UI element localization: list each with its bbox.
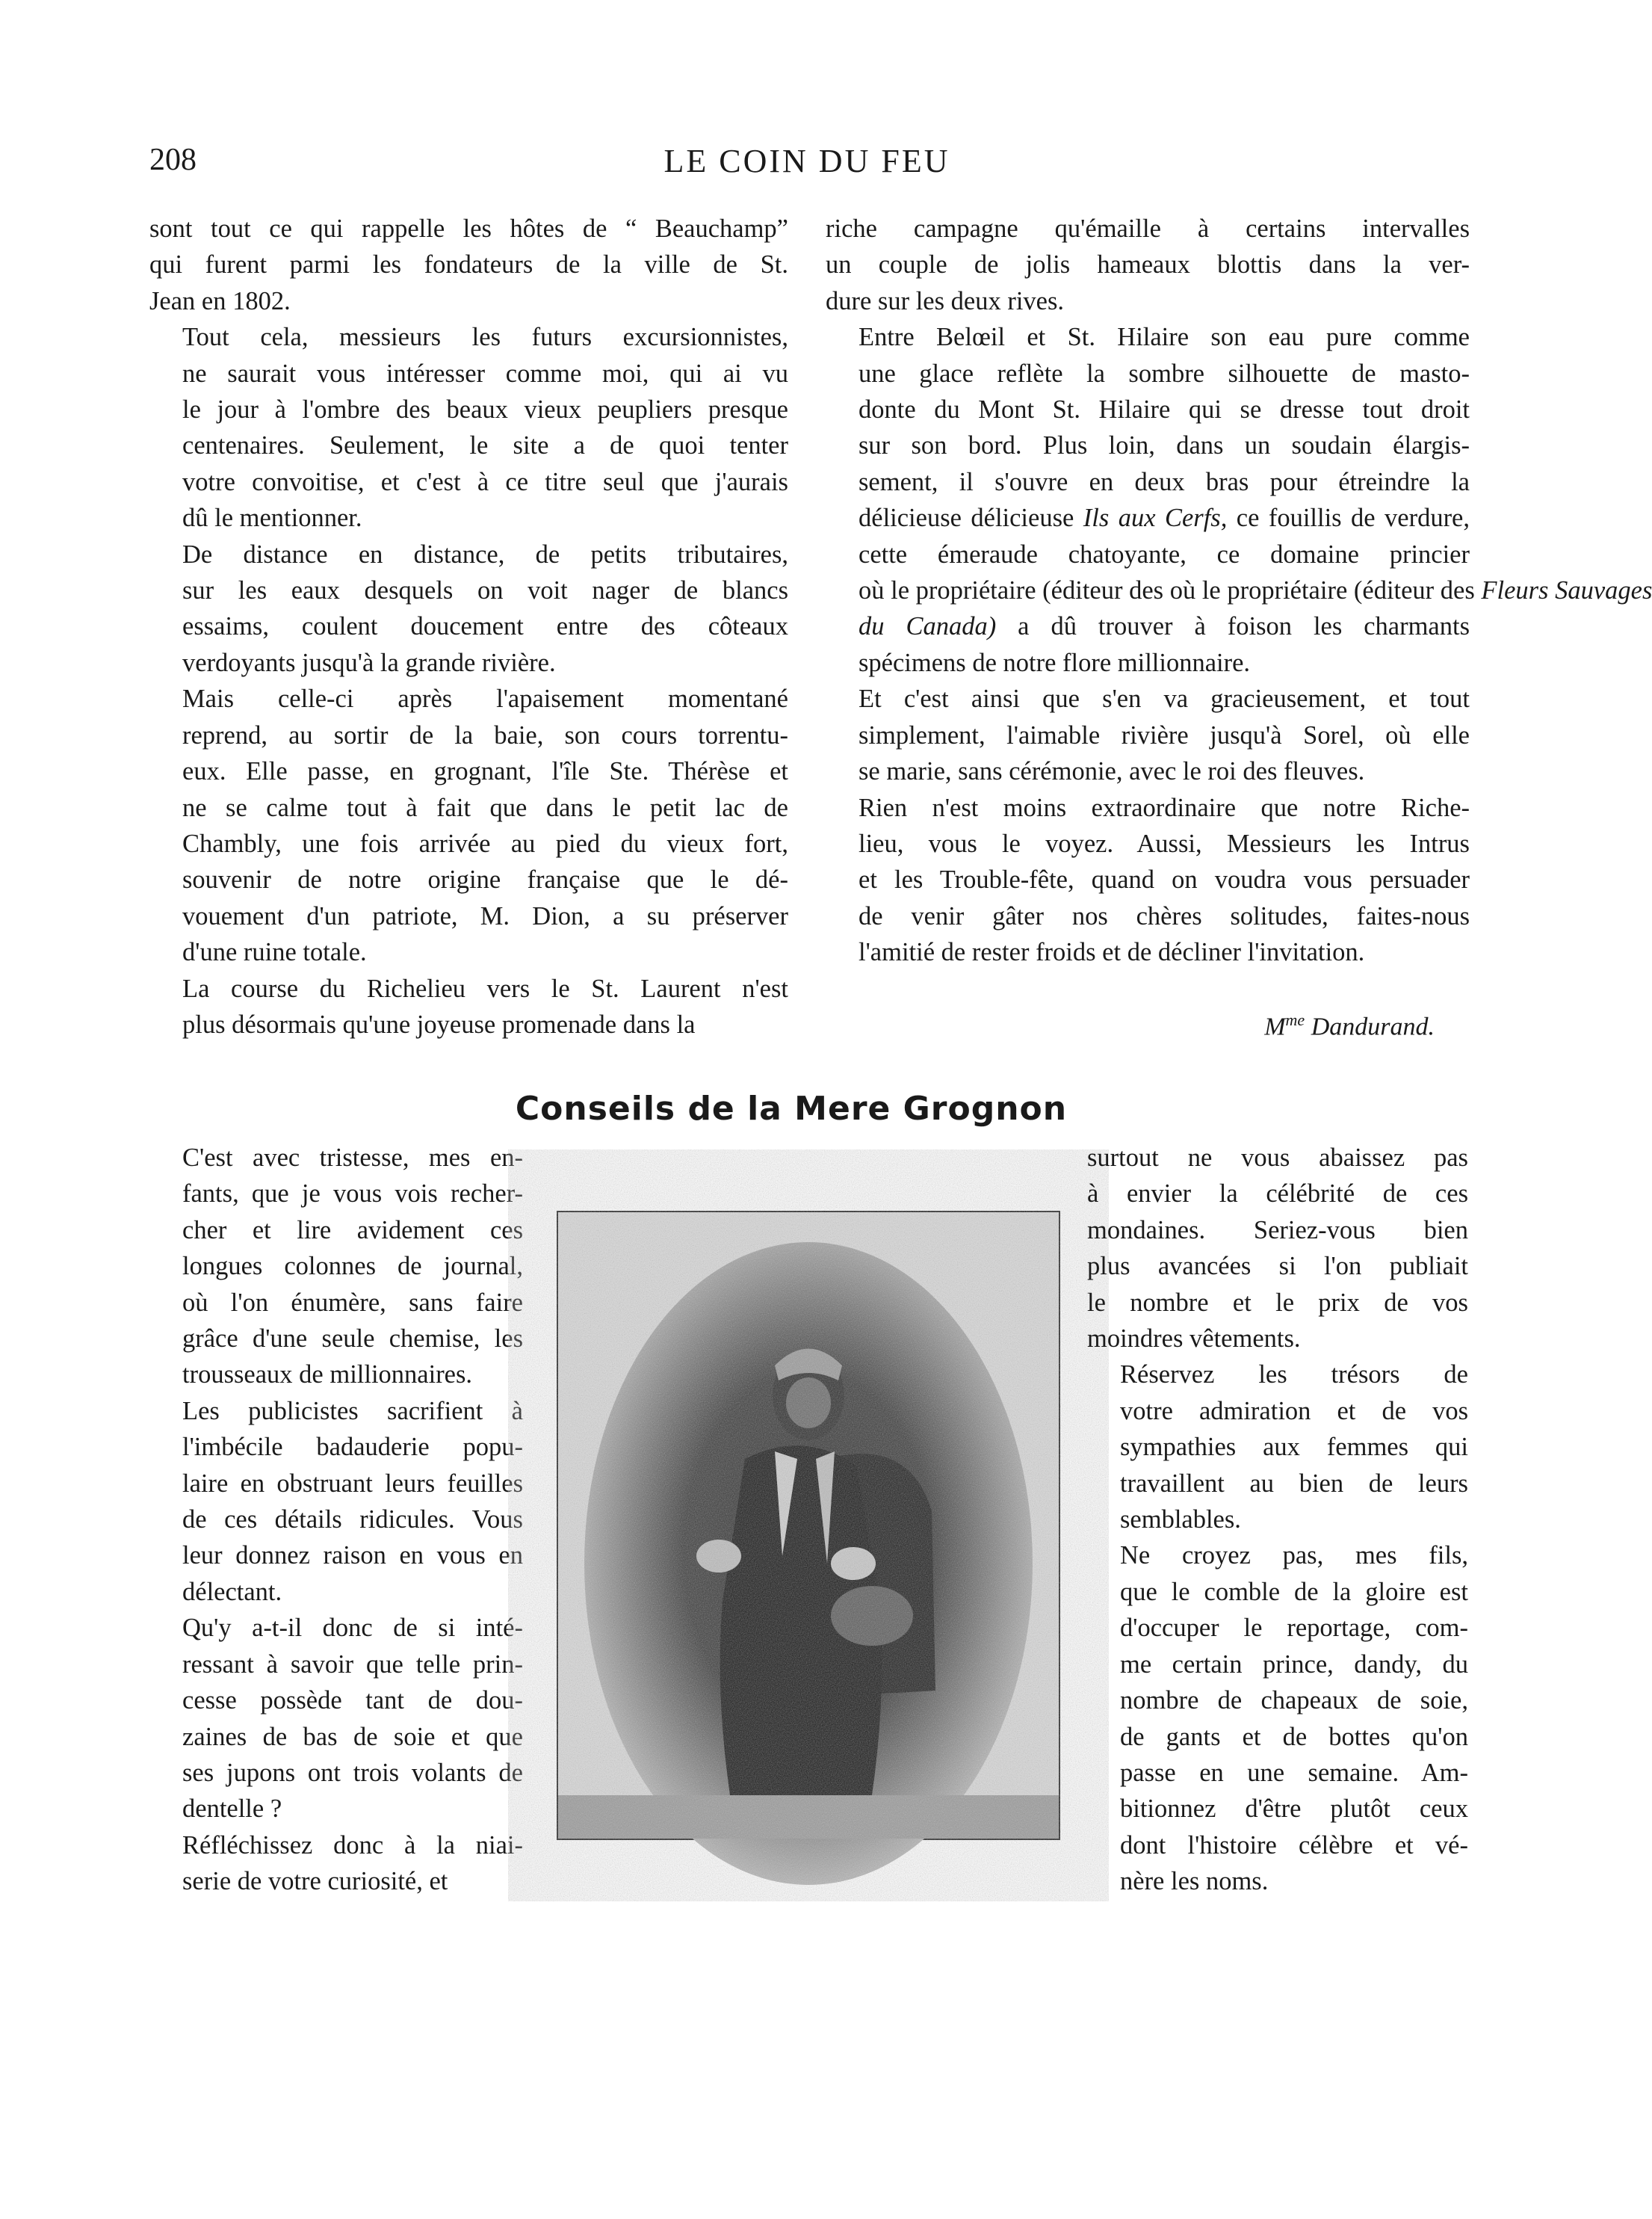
text-fragment: ce fouillis de verdure, — [1227, 504, 1470, 533]
text-line: La course du Richelieu vers le St. Laurent n'est — [182, 974, 788, 1003]
text-line: sur les eaux desquels on voit nager de blancs — [182, 576, 788, 605]
text-line: Réfléchissez donc à la niai- — [182, 1830, 523, 1860]
running-title: LE COIN DU FEU — [663, 143, 950, 179]
text-line: vouement d'un patriote, M. Dion, a su préserver — [182, 901, 788, 931]
text-line: eux. Elle passe, en grognant, l'île Ste. Thérèse et — [182, 757, 788, 786]
article-paragraph — [826, 319, 1652, 681]
book-title: Fleurs Sauvages — [1481, 576, 1652, 605]
advice-column-left — [149, 1140, 523, 1900]
text-line: d'occuper le reportage, com- — [1120, 1614, 1468, 1643]
advice-paragraph — [149, 1827, 523, 1900]
text-line: Les publicistes sacrifient à — [182, 1396, 523, 1425]
text-line: riche campagne qu'émaille à certains intervalles — [826, 215, 1470, 243]
text-line: C'est avec tristesse, mes en- — [182, 1144, 523, 1172]
article-paragraph — [149, 971, 788, 1043]
text-line: Tout cela, messieurs les futurs excursionnistes, — [182, 323, 788, 352]
text-line: cette émeraude chatoyante, ce domaine princier — [859, 540, 1470, 569]
article-paragraph — [149, 211, 788, 319]
article-column-right — [826, 211, 1652, 971]
page-header — [149, 142, 1464, 187]
text-line: serie de votre curiosité, et — [182, 1867, 448, 1896]
illustration-art — [558, 1212, 1059, 1839]
text-line: que le comble de la gloire est — [1120, 1577, 1468, 1606]
text-line: plus avancées si l'on publiait — [1087, 1252, 1468, 1281]
text-line: surtout ne vous abaissez pas — [1087, 1144, 1468, 1172]
text-line — [826, 608, 1470, 644]
text-line: votre admiration et de vos — [1120, 1396, 1468, 1425]
advice-paragraph — [149, 1393, 523, 1610]
text-line: nombre de chapeaux de soie, — [1120, 1686, 1468, 1715]
text-line: reprend, au sortir de la baie, son cours torrentu- — [182, 720, 788, 750]
advice-paragraph — [149, 1610, 523, 1827]
advice-paragraph — [1087, 1537, 1468, 1899]
text-line: fants, que je vous vois recher- — [182, 1179, 523, 1209]
text-line: sympathies aux femmes qui — [1120, 1433, 1468, 1462]
text-line: longues colonnes de journal, — [182, 1252, 523, 1281]
text-line: ne se calme tout à fait que dans le petit lac de — [182, 793, 788, 822]
text-line: donte du Mont St. Hilaire qui se dresse tout droit — [859, 395, 1470, 425]
article-paragraph — [826, 790, 1470, 971]
text-line: l'imbécile badauderie popu- — [182, 1433, 523, 1462]
text-line: laire en obstruant leurs feuilles — [182, 1469, 523, 1498]
article-column-left — [149, 211, 788, 1043]
text-line: dû le mentionner. — [182, 504, 362, 533]
text-line: leur donnez raison en vous en — [182, 1541, 523, 1570]
text-line: souvenir de notre origine française que le dé- — [182, 865, 788, 895]
text-line: travaillent au bien de leurs — [1120, 1469, 1468, 1498]
advice-paragraph — [149, 1140, 523, 1393]
island-name: Ils aux Cerfs, — [1083, 504, 1228, 533]
page-number: 208 — [149, 143, 197, 177]
text-line: plus désormais qu'une joyeuse promenade dans la — [182, 1010, 696, 1039]
text-line: dentelle ? — [182, 1794, 282, 1824]
text-line: Ne croyez pas, mes fils, — [1120, 1541, 1468, 1570]
text-line: de ces détails ridicules. Vous — [182, 1505, 523, 1534]
text-line: lieu, vous le voyez. Aussi, Messieurs les Intrus — [859, 829, 1470, 858]
text-line: me certain prince, dandy, du — [1120, 1649, 1468, 1679]
text-line: votre convoitise, et c'est à ce titre seul que j'aurais — [182, 467, 788, 496]
text-line: d'une ruine totale. — [182, 938, 367, 967]
text-line: semblables. — [1120, 1505, 1241, 1534]
article-paragraph — [149, 537, 788, 682]
text-line: le jour à l'ombre des beaux vieux peupliers presque — [182, 395, 788, 425]
advice-paragraph — [1087, 1357, 1468, 1537]
text-line: qui furent parmi les fondateurs de la ville de St. — [149, 250, 788, 280]
text-line: nère les noms. — [1120, 1867, 1269, 1896]
text-line: sur son bord. Plus loin, dans un soudain élargis- — [859, 431, 1470, 460]
text-line: délectant. — [182, 1577, 282, 1606]
text-line: sement, il s'ouvre en deux bras pour étreindre la — [859, 467, 1470, 496]
text-line: le nombre et le prix de vos — [1087, 1288, 1468, 1317]
text-line: De distance en distance, de petits tributaires, — [182, 540, 788, 569]
text-line: zaines de bas de soie et que — [182, 1722, 523, 1751]
text-line: passe en une semaine. Am- — [1120, 1758, 1468, 1787]
text-line: Chambly, une fois arrivée au pied du vieux fort, — [182, 829, 788, 858]
text-line: un couple de jolis hameaux blottis dans la ver- — [826, 250, 1470, 280]
text-line: et les Trouble-fête, quand on voudra vous persuader — [859, 865, 1470, 895]
text-line: délicieuse délicieuse Ils aux Cerfs, ce fouillis de verdure, — [859, 504, 1470, 533]
text-fragment: a dû trouver à foison les charmants — [996, 612, 1470, 641]
text-line: cesse possède tant de dou- — [182, 1686, 523, 1715]
text-line: Rien n'est moins extraordinaire que notre Riche- — [859, 793, 1470, 822]
article-paragraph — [826, 681, 1470, 789]
text-line: une glace reflète la sombre silhouette de masto- — [859, 359, 1470, 388]
text-line: moindres vêtements. — [1087, 1324, 1301, 1354]
advice-column-right — [1087, 1140, 1468, 1900]
text-line: bitionnez d'être plutôt ceux — [1120, 1794, 1468, 1824]
article-paragraph — [826, 211, 1470, 319]
text-fragment: où le propriétaire (éditeur des — [1169, 576, 1482, 605]
text-line: Et c'est ainsi que s'en va gracieusement, et tout — [859, 685, 1470, 714]
text-line: sont tout ce qui rappelle les hôtes de “ Beauchamp” — [149, 215, 788, 243]
section-title: Conseils de la Mere Grognon — [515, 1090, 1068, 1128]
text-line: à envier la célébrité de ces — [1087, 1179, 1468, 1209]
text-line: dure sur les deux rives. — [826, 286, 1065, 315]
advice-paragraph — [1087, 1140, 1468, 1357]
text-line: Entre Belœil et St. Hilaire son eau pure comme — [859, 323, 1470, 352]
text-line: Réservez les trésors de — [1120, 1360, 1468, 1389]
author-signature: $M^{me}$ Dandurand. — [1264, 1010, 1435, 1041]
text-line: ressant à savoir que telle prin- — [182, 1649, 523, 1679]
text-line: Qu'y a-t-il donc de si inté- — [182, 1614, 523, 1643]
text-line: simplement, l'aimable rivière jusqu'à Sorel, où elle — [859, 720, 1470, 750]
text-line: verdoyants jusqu'à la grande rivière. — [182, 648, 556, 677]
text-line: grâce d'une seule chemise, les — [182, 1324, 523, 1354]
text-line: trousseaux de millionnaires. — [182, 1360, 473, 1389]
book-title: du Canada) — [859, 612, 997, 641]
text-line: où le propriétaire (éditeur des où le propriétaire (éditeur des Fleurs Sauvages — [859, 576, 1652, 605]
text-line: ne saurait vous intéresser comme moi, qui ai vu — [182, 359, 788, 388]
text-line: de venir gâter nos chères solitudes, faites-nous — [859, 901, 1470, 931]
text-line: où l'on énumère, sans faire — [182, 1288, 523, 1317]
text-line: spécimens de notre flore millionnaire. — [859, 648, 1251, 677]
text-line: Mais celle-ci après l'apaisement momentané — [182, 685, 788, 714]
text-line: ses jupons ont trois volants de — [182, 1758, 523, 1787]
text-line: l'amitié de rester froids et de décliner l'invitation. — [859, 938, 1365, 967]
text-line: mondaines. Seriez-vous bien — [1087, 1215, 1468, 1244]
engraving-old-woman-image — [557, 1211, 1060, 1840]
text-line: Jean en 1802. — [149, 286, 291, 315]
article-paragraph — [149, 319, 788, 536]
text-line: de gants et de bottes qu'on — [1120, 1722, 1468, 1751]
text-line: cher et lire avidement ces — [182, 1215, 523, 1244]
text-line: essaims, coulent doucement entre des côteaux — [182, 612, 788, 641]
article-paragraph — [149, 681, 788, 970]
text-line: dont l'histoire célèbre et vé- — [1120, 1830, 1468, 1860]
text-line: se marie, sans cérémonie, avec le roi des fleuves. — [859, 757, 1365, 786]
text-line: centenaires. Seulement, le site a de quoi tenter — [182, 431, 788, 460]
text-fragment: délicieuse — [971, 504, 1083, 533]
